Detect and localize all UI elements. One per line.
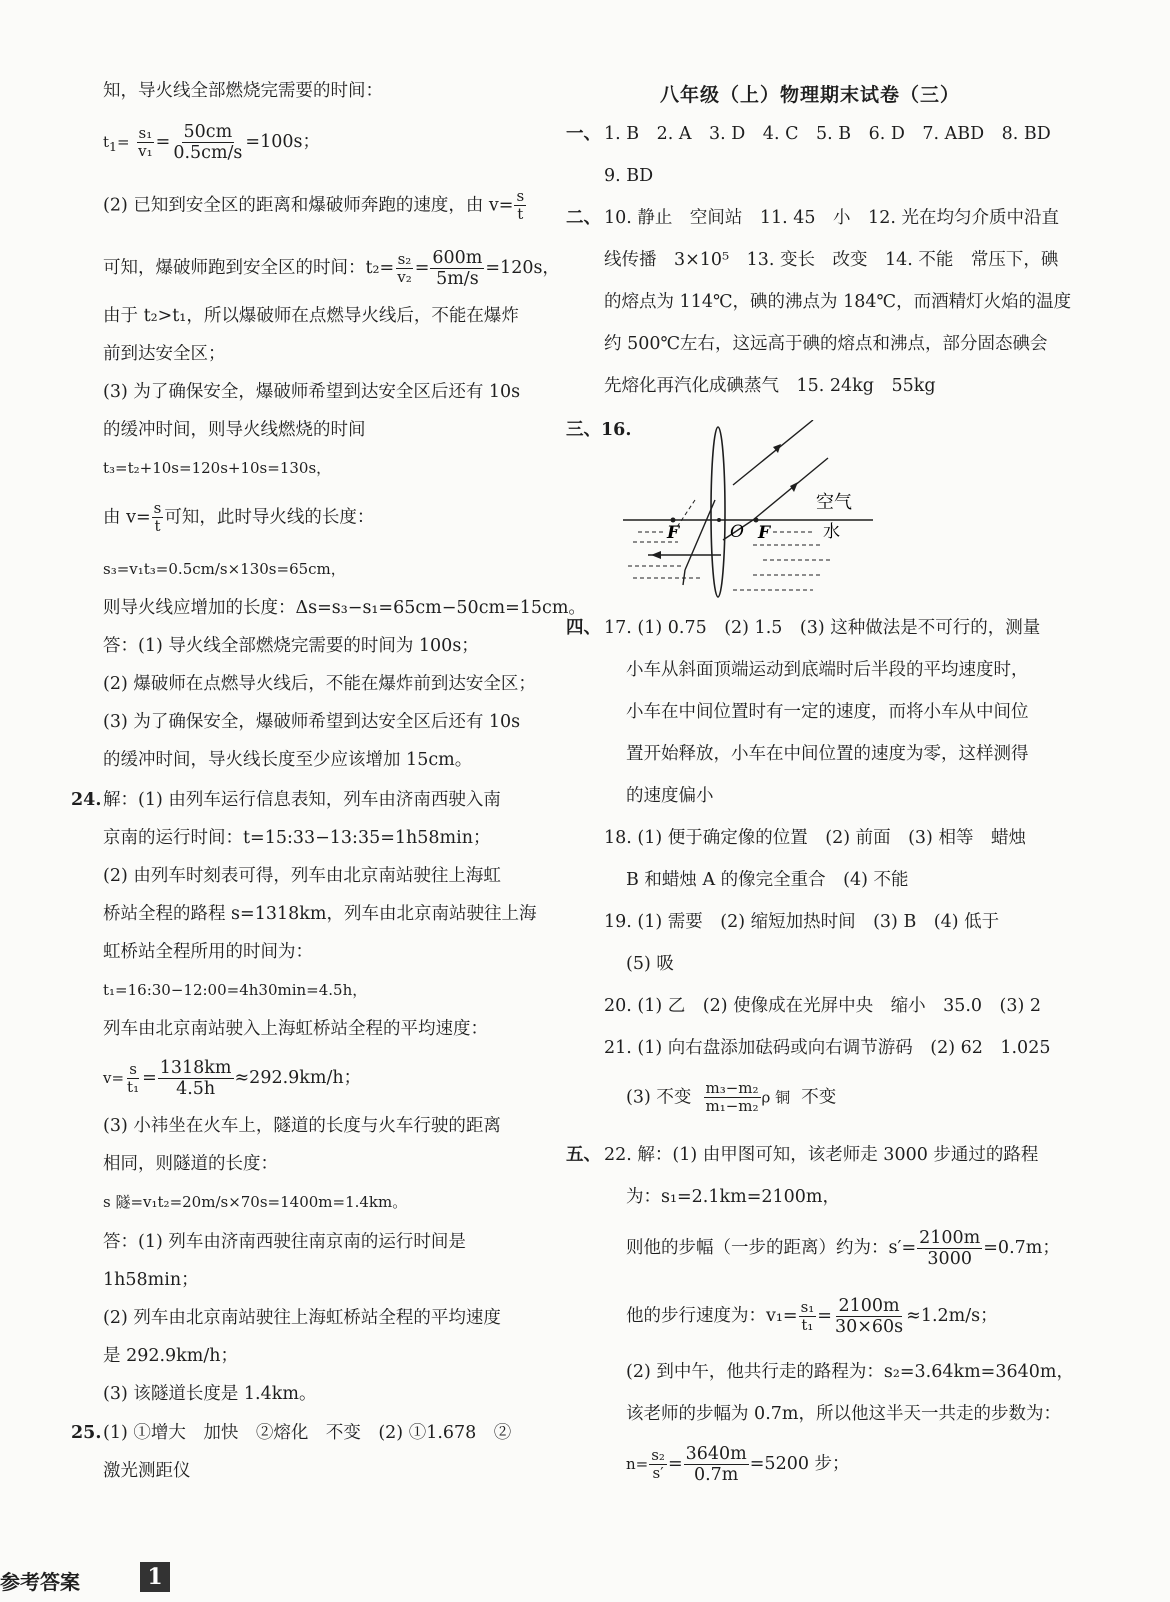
formula-steps: n= $\frac{\text{s₂}}{s'}$ = $\frac{3640m}{0.7m}$ =5200 步； xyxy=(626,1444,850,1486)
incident-ray-1 xyxy=(733,420,813,485)
text-line: (2) 由列车时刻表可得，列车由北京南站驶往上海虹 xyxy=(103,866,501,886)
label-o: O xyxy=(730,522,744,542)
text-line: t₁=16:30−12:00=4h30min=4.5h， xyxy=(103,981,368,999)
text-line: 为：s₁=2.1km=2100m， xyxy=(626,1187,840,1207)
text-line: 相同，则隧道的长度： xyxy=(103,1154,278,1174)
text-line: 该老师的步幅为 0.7m，所以他这半天一共走的步数为： xyxy=(626,1404,1061,1424)
text-line: (3) 为了确保安全，爆破师希望到达安全区后还有 10s xyxy=(103,712,521,732)
text-line: 是 292.9km/h； xyxy=(103,1346,239,1366)
page-number: 1 xyxy=(140,1562,170,1592)
text-line: 则导火线应增加的长度：Δs=s₃−s₁=65cm−50cm=15cm。 xyxy=(103,598,586,618)
text-line: (3) 小祎坐在火车上，隧道的长度与火车行驶的距离 xyxy=(103,1116,501,1136)
text-line: 的缓冲时间，则导火线燃烧的时间 xyxy=(103,420,366,440)
text-line: (3) 为了确保安全，爆破师希望到达安全区后还有 10s xyxy=(103,382,521,402)
text-line: 由于 t₂>t₁，所以爆破师在点燃导火线后，不能在爆炸 xyxy=(103,306,519,326)
text-line: 答：(1) 导火线全部燃烧完需要的时间为 100s； xyxy=(103,636,479,656)
optical-center xyxy=(717,518,721,522)
focal-point-right xyxy=(754,518,759,523)
text-line: 的缓冲时间，导火线长度至少应该增加 15cm。 xyxy=(103,750,473,770)
arrow-icon xyxy=(651,551,661,559)
page-title: 八年级（上）物理期末试卷（三） xyxy=(660,84,961,106)
text-line: 虹桥站全程所用的时间为： xyxy=(103,942,313,962)
focal-point-left xyxy=(671,518,676,523)
text-line: 小车在中间位置时有一定的速度，而将小车从中间位 xyxy=(626,702,1029,722)
text-line: s 隧=v₁t₂=20m/s×70s=1400m=1.4km。 xyxy=(103,1193,408,1211)
text-line: (5) 吸 xyxy=(626,954,674,974)
text-line: 线传播 3×10⁵ 13. 变长 改变 14. 不能 常压下，碘 xyxy=(604,250,1059,270)
text-line: 22. 解：(1) 由甲图可知，该老师走 3000 步通过的路程 xyxy=(604,1145,1039,1165)
label-f-right: F xyxy=(758,523,771,543)
text-line: 解：(1) 由列车运行信息表知，列车由济南西驶入南 xyxy=(103,790,501,810)
text-line: 先熔化再汽化成碘蒸气 15. 24kg 55kg xyxy=(604,376,936,396)
formula-t2: 可知，爆破师跑到安全区的时间：t₂= $\frac{\text{s₂}}{\text{v₂}}$ = $\frac{600m}{5m/s}$ =120s， xyxy=(103,248,560,290)
text-line: (2) 列车由北京南站驶往上海虹桥站全程的平均速度 xyxy=(103,1308,501,1328)
text-line: 桥站全程的路程 s=1318km，列车由北京南站驶往上海 xyxy=(103,904,537,924)
text-line: (2) 爆破师在点燃导火线后，不能在爆炸前到达安全区； xyxy=(103,674,536,694)
text-line: 置开始释放，小车在中间位置的速度为零，这样测得 xyxy=(626,744,1029,764)
label-air: 空气 xyxy=(816,492,852,513)
text-line: 由 v= $\frac{s}{t}$ 可知，此时导火线的长度： xyxy=(103,499,375,536)
text-line: t₃=t₂+10s=120s+10s=130s， xyxy=(103,459,332,477)
text-line: 19. (1) 需要 (2) 缩短加热时间 (3) B (4) 低于 xyxy=(604,912,1000,932)
section-label: 四、 xyxy=(566,618,601,638)
label-water: 水 xyxy=(823,522,840,542)
label-f-left: F xyxy=(667,523,680,543)
text-line: 答：(1) 列车由济南西驶往南京南的运行时间是 xyxy=(103,1232,466,1252)
formula-t1: $t_1=$ $\frac{\text{s₁}}{\text{v₁}}$ = $\frac{50cm}{0.5cm/s}$ =100s； xyxy=(103,122,320,164)
section-label: 五、 xyxy=(566,1145,601,1165)
text-line: 10. 静止 空间站 11. 45 小 12. 光在均匀介质中沿直 xyxy=(604,208,1059,228)
arrow-icon xyxy=(790,482,798,492)
text-line: 1h58min； xyxy=(103,1270,199,1290)
text-line: 京南的运行时间：t=15:33−13:35=1h58min； xyxy=(103,828,491,848)
text-line: 列车由北京南站驶入上海虹桥站全程的平均速度： xyxy=(103,1019,488,1039)
formula-step: 则他的步幅（一步的距离）约为：s′= $\frac{2100m}{3000}$ =0.7m； xyxy=(626,1228,1060,1270)
text-line: 17. (1) 0.75 (2) 1.5 (3) 这种做法是不可行的，测量 xyxy=(604,618,1041,638)
text-line: 18. (1) 便于确定像的位置 (2) 前面 (3) 相等 蜡烛 xyxy=(604,828,1026,848)
convex-lens xyxy=(711,427,725,597)
formula-v: v= $\frac{s}{\text{t₁}}$ = $\frac{1318km}{4.5h}$ ≈292.9km/h； xyxy=(103,1058,362,1100)
section-label: 一、 xyxy=(566,124,601,144)
text-line: 的速度偏小 xyxy=(626,786,714,806)
question-number: 24. xyxy=(71,790,102,810)
text-line: 21. (1) 向右盘添加砝码或向右调节游码 (2) 62 1.025 xyxy=(604,1038,1051,1058)
text-line: (3) 该隧道长度是 1.4km。 xyxy=(103,1384,317,1404)
text-line: 20. (1) 乙 (2) 使像成在光屏中央 缩小 35.0 (3) 2 xyxy=(604,996,1042,1016)
question-number: 25. xyxy=(71,1423,102,1443)
text-line: B 和蜡烛 A 的像完全重合 (4) 不能 xyxy=(626,870,909,890)
text-line: 1. B 2. A 3. D 4. C 5. B 6. D 7. ABD 8. BD xyxy=(604,124,1051,144)
lens-diagram xyxy=(623,420,883,605)
text-line: 知，导火线全部燃烧完需要的时间： xyxy=(103,81,383,101)
formula-density: (3) 不变 $\frac{\text{m₃−m₂}}{\text{m₁−m₂}}$ ρ 铜 不变 xyxy=(626,1079,837,1116)
text-line: (1) ①增大 加快 ②熔化 不变 (2) ①1.678 ② xyxy=(103,1423,512,1443)
text-line: 约 500℃左右，这远高于碘的熔点和沸点，部分固态碘会 xyxy=(604,334,1048,354)
text-line: 激光测距仪 xyxy=(103,1461,191,1481)
section-label: 二、 xyxy=(566,208,601,228)
section-label: 三、16. xyxy=(566,420,632,440)
text-line: 小车从斜面顶端运动到底端时后半段的平均速度时， xyxy=(626,660,1029,680)
text-line: (2) 到中午，他共行走的路程为：s₂=3.64km=3640m， xyxy=(626,1362,1074,1382)
text-line: 9. BD xyxy=(604,166,654,186)
formula-speed: 他的步行速度为：v₁= $\frac{\text{s₁}}{\text{t₁}}$ = $\frac{2100m}{30\times 60s}$ ≈1.2m/s； xyxy=(626,1296,998,1338)
footer-label: 参考答案 xyxy=(0,1570,80,1594)
text-line: s₃=v₁t₃=0.5cm/s×130s=65cm， xyxy=(103,560,346,578)
text-line: 前到达安全区； xyxy=(103,344,226,364)
text-line: 的熔点为 114℃，碘的沸点为 184℃，而酒精灯火焰的温度 xyxy=(604,292,1072,312)
text-line: (2) 已知到安全区的距离和爆破师奔跑的速度，由 v= $\frac{s}{t}$ xyxy=(103,187,525,224)
